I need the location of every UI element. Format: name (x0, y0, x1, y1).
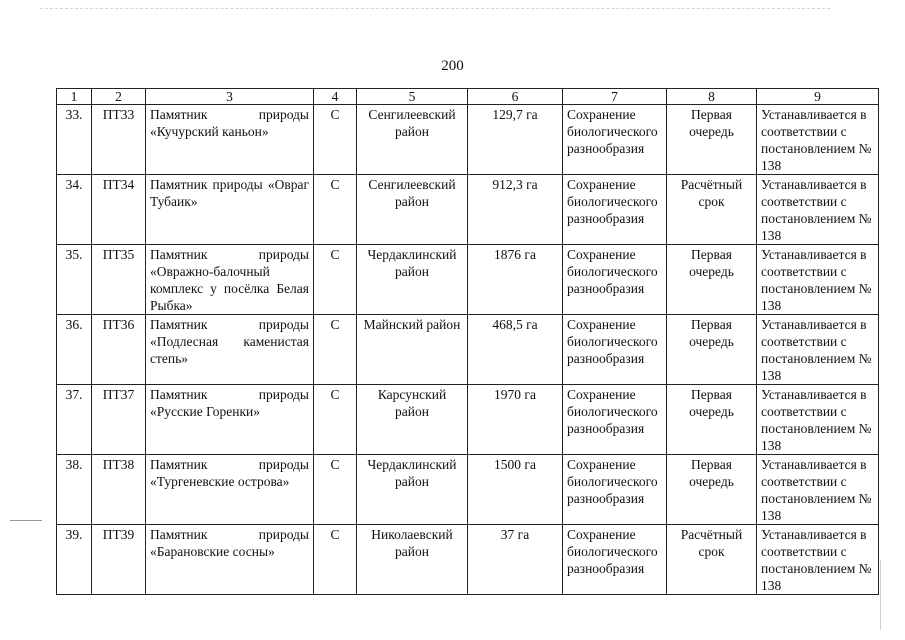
category: С (314, 105, 357, 175)
district: Чердаклинский район (357, 245, 468, 315)
category: С (314, 525, 357, 595)
table-row (57, 455, 879, 525)
table-header-row (57, 89, 879, 105)
object-name: Памятник природы «Тургеневские острова» (146, 455, 314, 525)
table-row (57, 245, 879, 315)
purpose: Сохранение биологического разнообразия (563, 455, 667, 525)
object-name: Памятник природы «Овраг Тубаик» (146, 175, 314, 245)
row-number: 39. (57, 525, 92, 595)
purpose: Сохранение биологического разнообразия (563, 385, 667, 455)
category: С (314, 175, 357, 245)
purpose: Сохранение биологического разнообразия (563, 315, 667, 385)
object-name: Памятник природы «Кучурский каньон» (146, 105, 314, 175)
column-header: 2 (92, 89, 146, 105)
column-header: 8 (667, 89, 757, 105)
district: Николаевский район (357, 525, 468, 595)
area: 1970 га (468, 385, 563, 455)
area: 1876 га (468, 245, 563, 315)
regime: Устанавливается в соответствии с постановлением № 138 (757, 175, 879, 245)
district: Сенгилеевский район (357, 105, 468, 175)
object-code: ПТ33 (92, 105, 146, 175)
regime: Устанавливается в соответствии с постановлением № 138 (757, 105, 879, 175)
regime: Устанавливается в соответствии с постановлением № 138 (757, 245, 879, 315)
regime: Устанавливается в соответствии с постановлением № 138 (757, 315, 879, 385)
area: 468,5 га (468, 315, 563, 385)
priority: Расчётный срок (667, 175, 757, 245)
column-header: 5 (357, 89, 468, 105)
district: Чердаклинский район (357, 455, 468, 525)
table-row (57, 175, 879, 245)
column-header: 6 (468, 89, 563, 105)
object-name: Памятник природы «Подлесная каменистая степь» (146, 315, 314, 385)
object-code: ПТ36 (92, 315, 146, 385)
district: Сенгилеевский район (357, 175, 468, 245)
object-name: Памятник природы «Русские Горенки» (146, 385, 314, 455)
purpose: Сохранение биологического разнообразия (563, 175, 667, 245)
column-header: 3 (146, 89, 314, 105)
row-number: 38. (57, 455, 92, 525)
priority: Первая очередь (667, 105, 757, 175)
object-name: Памятник природы «Барановские сосны» (146, 525, 314, 595)
priority: Первая очередь (667, 315, 757, 385)
regime: Устанавливается в соответствии с постановлением № 138 (757, 385, 879, 455)
priority: Первая очередь (667, 455, 757, 525)
column-header: 1 (57, 89, 92, 105)
area: 1500 га (468, 455, 563, 525)
regime: Устанавливается в соответствии с постановлением № 138 (757, 525, 879, 595)
row-number: 33. (57, 105, 92, 175)
row-number: 34. (57, 175, 92, 245)
area: 912,3 га (468, 175, 563, 245)
scan-edge-right (880, 560, 881, 630)
object-code: ПТ38 (92, 455, 146, 525)
object-code: ПТ39 (92, 525, 146, 595)
area: 129,7 га (468, 105, 563, 175)
category: С (314, 245, 357, 315)
category: С (314, 385, 357, 455)
purpose: Сохранение биологического разнообразия (563, 105, 667, 175)
column-header: 9 (757, 89, 879, 105)
scan-edge-left (10, 520, 42, 521)
priority: Первая очередь (667, 245, 757, 315)
purpose: Сохранение биологического разнообразия (563, 245, 667, 315)
district: Майнский район (357, 315, 468, 385)
row-number: 37. (57, 385, 92, 455)
table-row (57, 105, 879, 175)
table-row (57, 385, 879, 455)
page-number: 200 (441, 58, 464, 74)
column-header: 7 (563, 89, 667, 105)
object-name: Памятник природы «Овражно-балочный комплекс у посёлка Белая Рыбка» (146, 245, 314, 315)
purpose: Сохранение биологического разнообразия (563, 525, 667, 595)
regime: Устанавливается в соответствии с постановлением № 138 (757, 455, 879, 525)
row-number: 35. (57, 245, 92, 315)
row-number: 36. (57, 315, 92, 385)
priority: Расчётный срок (667, 525, 757, 595)
object-code: ПТ37 (92, 385, 146, 455)
object-code: ПТ34 (92, 175, 146, 245)
table-row (57, 315, 879, 385)
scan-edge-top (40, 8, 830, 9)
priority: Первая очередь (667, 385, 757, 455)
column-header: 4 (314, 89, 357, 105)
object-code: ПТ35 (92, 245, 146, 315)
area: 37 га (468, 525, 563, 595)
table-row (57, 525, 879, 595)
protected-areas-table (56, 88, 879, 595)
category: С (314, 315, 357, 385)
district: Карсунский район (357, 385, 468, 455)
category: С (314, 455, 357, 525)
